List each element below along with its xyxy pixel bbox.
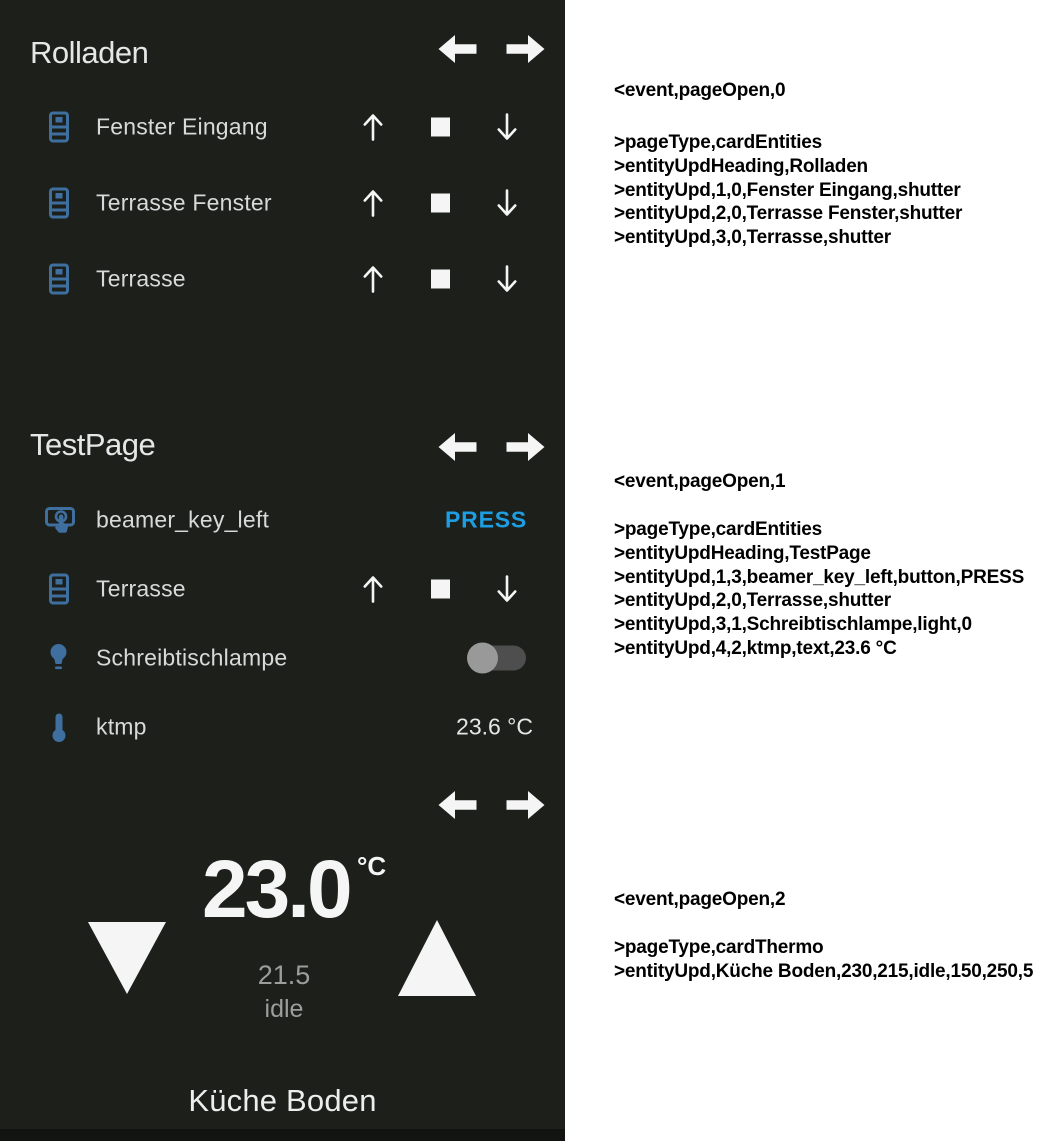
page-next-button[interactable] (506, 433, 545, 461)
page-title: TestPage (30, 427, 156, 462)
protocol-line: >pageType,cardEntities (614, 519, 823, 540)
entity-row (0, 634, 565, 682)
page-next-button[interactable] (506, 791, 545, 819)
protocol-line: >entityUpd,3,0,Terrasse,shutter (614, 227, 891, 249)
entity-label: beamer_key_left (96, 506, 270, 533)
shutter-up-button[interactable] (362, 264, 384, 294)
protocol-line: >entityUpd,4,2,ktmp,text,23.6 °C (614, 637, 897, 659)
entity-label: Fenster Eingang (96, 113, 268, 140)
arrow-left-bold-icon (438, 791, 477, 819)
shutter-down-button[interactable] (496, 112, 518, 142)
protocol-event-line: <event,pageOpen,0 (614, 80, 786, 101)
shutter-up-button[interactable] (362, 574, 384, 604)
thermostat-state: idle (264, 995, 304, 1023)
temp-increase-button[interactable] (398, 920, 476, 996)
entity-label: Terrasse Fenster (96, 189, 272, 216)
arrow-left-bold-icon (438, 35, 477, 63)
triangle-up-icon (398, 920, 476, 996)
protocol-event-line: <event,pageOpen,1 (614, 471, 786, 492)
window-shutter-icon (49, 574, 69, 605)
entity-row (0, 496, 565, 544)
protocol-response-block (614, 518, 1024, 661)
window-shutter-icon (49, 188, 69, 219)
arrow-right-bold-icon (506, 791, 545, 819)
temperature-unit: °C (357, 851, 387, 881)
shutter-stop-button[interactable] (431, 580, 450, 599)
entity-value: 23.6 °C (456, 713, 533, 740)
entity-label: Terrasse (96, 265, 186, 292)
protocol-response-block (614, 936, 1033, 984)
page-prev-button[interactable] (438, 791, 477, 819)
protocol-line: >entityUpd,2,0,Terrasse,shutter (614, 590, 891, 612)
entity-row (0, 565, 565, 613)
arrow-right-bold-icon (506, 433, 545, 461)
shutter-stop-button[interactable] (431, 270, 450, 289)
entity-row (0, 179, 565, 227)
protocol-line: >entityUpdHeading,TestPage (614, 542, 871, 564)
light-toggle[interactable] (469, 645, 526, 672)
protocol-line: >pageType,cardEntities (614, 132, 823, 153)
shutter-up-button[interactable] (362, 112, 384, 142)
entity-label: ktmp (96, 713, 147, 740)
protocol-line: >entityUpd,3,1,Schreibtischlampe,light,0 (614, 614, 972, 636)
shutter-down-button[interactable] (496, 264, 518, 294)
arrow-left-bold-icon (438, 433, 477, 461)
temp-decrease-button[interactable] (88, 922, 166, 994)
protocol-line: >entityUpd,Küche Boden,230,215,idle,150,250,5 (614, 960, 1034, 982)
protocol-line: >entityUpd,1,3,beamer_key_left,button,PRESS (614, 566, 1025, 588)
triangle-down-icon (88, 922, 166, 994)
shutter-down-button[interactable] (496, 574, 518, 604)
thermometer-icon (51, 711, 67, 743)
protocol-line: >entityUpdHeading,Rolladen (614, 155, 868, 177)
press-button[interactable]: PRESS (445, 506, 527, 533)
shutter-up-button[interactable] (362, 188, 384, 218)
page-title: Rolladen (30, 35, 149, 70)
window-shutter-icon (49, 264, 69, 295)
page-prev-button[interactable] (438, 35, 477, 63)
entity-label: Terrasse (96, 575, 186, 602)
entity-row (0, 103, 565, 151)
protocol-response-block (614, 131, 962, 250)
arrow-right-bold-icon (506, 35, 545, 63)
thermostat-title: Küche Boden (188, 1083, 377, 1118)
lightbulb-icon (48, 643, 69, 674)
entity-row (0, 703, 565, 751)
shutter-down-button[interactable] (496, 188, 518, 218)
protocol-line: >entityUpd,1,0,Fenster Eingang,shutter (614, 179, 961, 201)
entity-label: Schreibtischlampe (96, 644, 288, 671)
current-temperature: 23.0 (202, 844, 350, 935)
protocol-line: >pageType,cardThermo (614, 937, 824, 958)
shutter-stop-button[interactable] (431, 194, 450, 213)
gesture-tap-button-icon (45, 505, 75, 536)
target-temperature: 21.5 (257, 960, 311, 990)
toggle-knob (467, 643, 498, 674)
page-prev-button[interactable] (438, 433, 477, 461)
shutter-stop-button[interactable] (431, 118, 450, 137)
page-next-button[interactable] (506, 35, 545, 63)
protocol-line: >entityUpd,2,0,Terrasse Fenster,shutter (614, 203, 963, 225)
entity-row (0, 255, 565, 303)
protocol-event-line: <event,pageOpen,2 (614, 889, 786, 910)
panel-bottom-bar (0, 1129, 565, 1141)
window-shutter-icon (49, 112, 69, 143)
